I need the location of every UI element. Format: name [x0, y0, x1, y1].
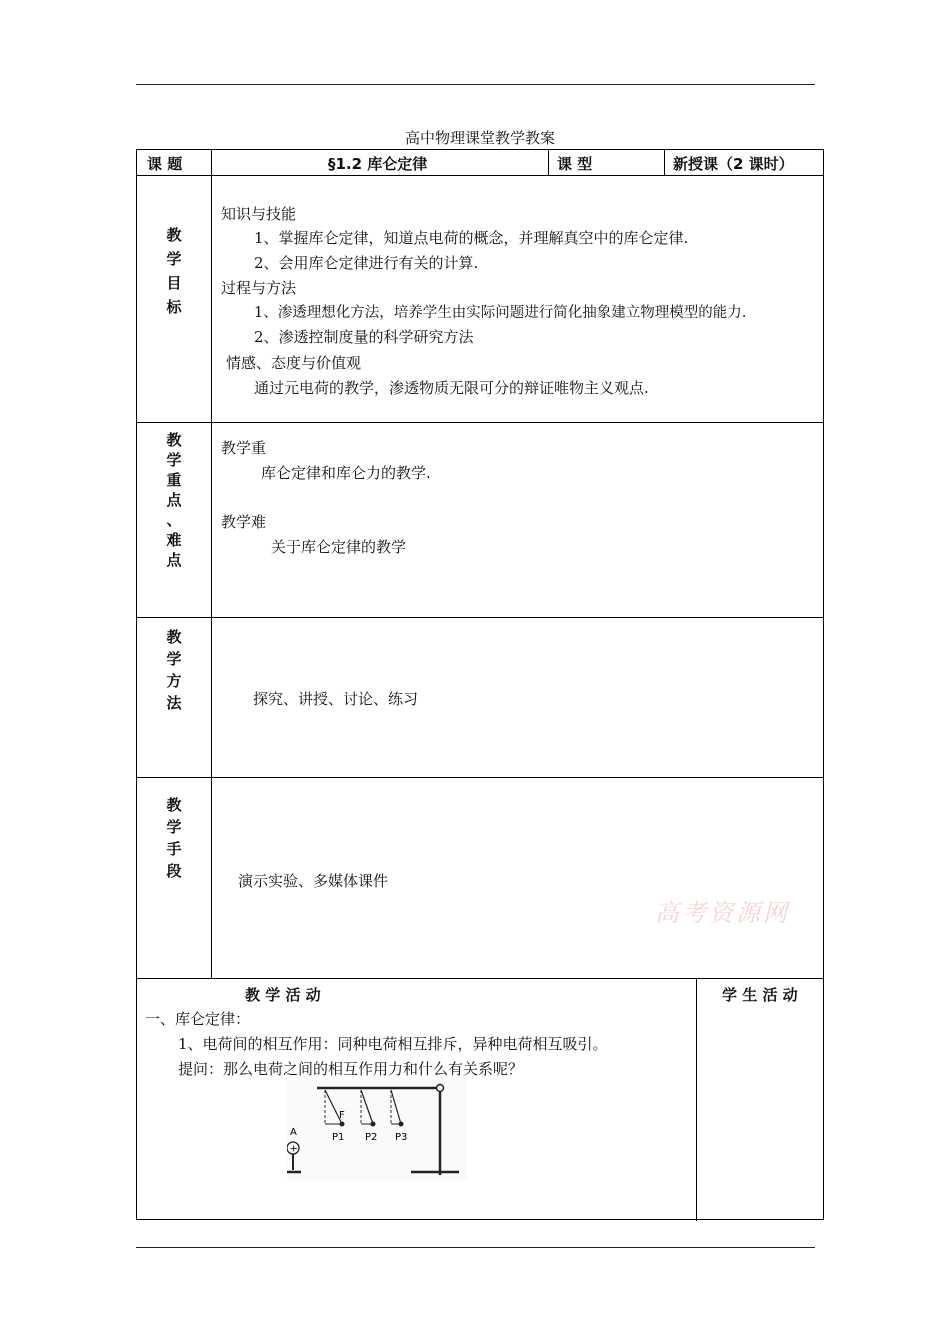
topic-label: 课 题: [147, 155, 183, 173]
objective-line: 1、掌握库仑定律，知道点电荷的概念，并理解真空中的库仑定律.: [254, 229, 689, 247]
position-label: P2: [365, 1132, 378, 1143]
force-label: F: [339, 1110, 345, 1121]
type-value: 新授课（2 课时）: [673, 155, 794, 173]
charge-label: A: [290, 1127, 297, 1138]
objective-line: 2、渗透控制度量的科学研究方法: [254, 328, 474, 346]
objective-line: 通过元电荷的教学，渗透物质无限可分的辩证唯物主义观点.: [254, 379, 649, 397]
position-label: P3: [395, 1132, 408, 1143]
teacher-activity-header: 教 学 活 动: [245, 986, 321, 1004]
key-points-label: 教 学 重 点 、 难 点: [166, 431, 182, 569]
type-label: 课 型: [557, 155, 593, 173]
document-title: 高中物理课堂教学教案: [404, 129, 555, 147]
activity-line: 1、电荷间的相互作用：同种电荷相互排斥，异种电荷相互吸引。: [178, 1035, 608, 1053]
objectives-label: 教 学 目 标: [166, 226, 182, 316]
objective-line: 2、会用库仑定律进行有关的计算.: [254, 254, 479, 272]
topic-value: §1.2 库仑定律: [328, 155, 428, 173]
means-text: 演示实验、多媒体课件: [238, 872, 389, 890]
focus-text: 库仑定律和库仑力的教学.: [261, 464, 431, 482]
bottom-rule: [136, 1247, 815, 1248]
top-rule: [136, 84, 815, 85]
objective-line: 1、渗透理想化方法，培养学生由实际问题进行简化抽象建立物理模型的能力.: [254, 305, 747, 321]
objective-line: 情感、态度与价值观: [226, 354, 362, 372]
activity-line: 提问：那么电荷之间的相互作用力和什么有关系呢？: [178, 1060, 524, 1078]
methods-label: 教 学 方 法: [166, 628, 182, 712]
objective-line: 过程与方法: [221, 279, 297, 297]
coulomb-experiment-figure: [287, 1080, 467, 1180]
position-label: P1: [332, 1132, 345, 1143]
methods-text: 探究、讲授、讨论、练习: [253, 690, 419, 708]
svg-text:+: +: [289, 1143, 298, 1155]
focus-title: 教学重: [221, 439, 267, 457]
difficulty-text: 关于库仑定律的教学: [271, 538, 407, 556]
activity-line: 一、库仑定律：: [145, 1010, 251, 1028]
difficulty-title: 教学难: [221, 513, 267, 531]
objective-line: 知识与技能: [221, 205, 297, 223]
watermark: 高考资源网: [655, 899, 790, 927]
means-label: 教 学 手 段: [166, 796, 182, 880]
student-activity-header: 学 生 活 动: [722, 986, 798, 1004]
lesson-plan-table: [136, 149, 824, 1220]
